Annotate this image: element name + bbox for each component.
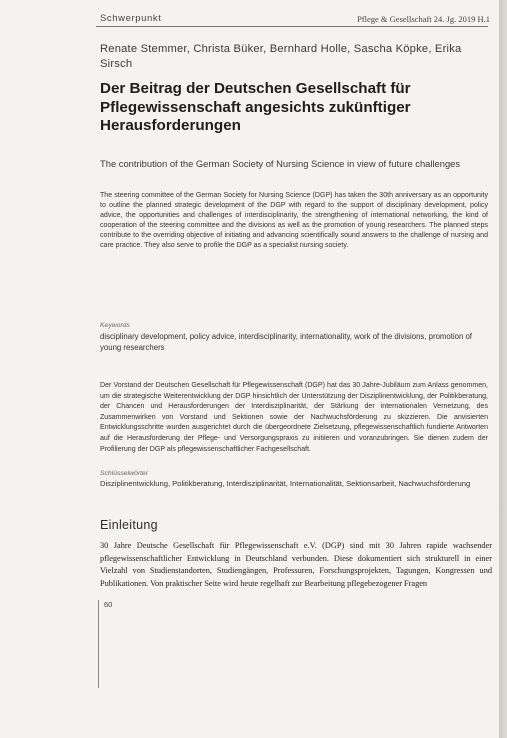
page-number: 60 xyxy=(104,600,113,609)
article-title: Der Beitrag der Deutschen Gesellschaft für Pflegewissenschaft angesichts zukünftiger Herausforderungen xyxy=(100,80,411,134)
section-body: 30 Jahre Deutsche Gesellschaft für Pflegewissenschaft e.V. (DGP) sind mit 30 Jahren rapide wachsender pflegewissenschaftlicher Entwicklung in Deutschland verbunden. Diese dokumentiert sich strukturell in einer Vielzahl von Studienstandorten, Studiengängen, Professuren, Forschungsprojekten, Tagungen, Kongressen und Publikationen. Von praktischer Seite wird heute regelhaft zur Bearbeitung pflegebezogener Fragen xyxy=(100,541,492,588)
section-heading: Einleitung xyxy=(100,518,158,532)
schluesselwoerter-label: Schlüsselwörter xyxy=(100,470,148,477)
header-rule xyxy=(96,26,488,27)
page-number-rule xyxy=(98,600,99,688)
german-abstract: Der Vorstand der Deutschen Gesellschaft für Pflegewissenschaft (DGP) hat das 30 Jahre-Jubiläum zum Anlass genommen, um die strategische Weiterentwicklung der DGP hinsichtlich der Unterstützung der Disziplinentwicklung, der Politikberatung, der Chancen und Herausforderungen der Interdisziplinarität, der Stärkung der internationalen Vernetzung, des Zusammenwirken von Vorstand und Sektionen sowie der Nachwuchsförderung zu skizzieren. Die anvisierten Entwicklungsschritte wurden ausgerichtet durch die übergeordnete Zielsetzung, pflegewissenschaftlich fundierte Antworten auf die Herausforderung der Pflege- und Versorgungspraxis zu initiieren und voranzubringen. Sie dienen zudem der Profilierung der DGP als pflegewissenschaftlicher Fachgesellschaft. xyxy=(100,382,488,453)
keywords-label: Keywords xyxy=(100,322,130,329)
page-edge xyxy=(499,0,507,738)
keywords-text: disciplinary development, policy advice, interdisciplinarity, internationality, work of the divisions, promotion of young researchers xyxy=(100,332,472,352)
english-abstract: The steering committee of the German Society for Nursing Science (DGP) has taken the 30th anniversary as an opportunity to outline the planned strategic development of the DGP with regard to the support of disciplinary development, policy advice, the opportunities and challenges of interdisciplinarity, the strengthening of international networking, the kind of cooperation of the steering committee and the divisions as well as the promotion of young researchers. The planned steps contribute to the overriding objective of initiating and advancing scientifically sound answers to the challenge of nursing and care practice. They also serve to profile the DGP as a specialist nursing society. xyxy=(100,192,488,249)
schluesselwoerter-text: Disziplinentwicklung, Politikberatung, Interdisziplinarität, Internationalität, Sektionsarbeit, Nachwuchsförderung xyxy=(100,479,471,488)
section-label: Schwerpunkt xyxy=(100,13,162,24)
journal-reference: Pflege & Gesellschaft 24. Jg. 2019 H.1 xyxy=(357,14,490,24)
author-list: Renate Stemmer, Christa Büker, Bernhard Holle, Sascha Köpke, Erika Sirsch xyxy=(100,43,462,70)
english-title: The contribution of the German Society of Nursing Science in view of future challenges xyxy=(100,158,461,169)
